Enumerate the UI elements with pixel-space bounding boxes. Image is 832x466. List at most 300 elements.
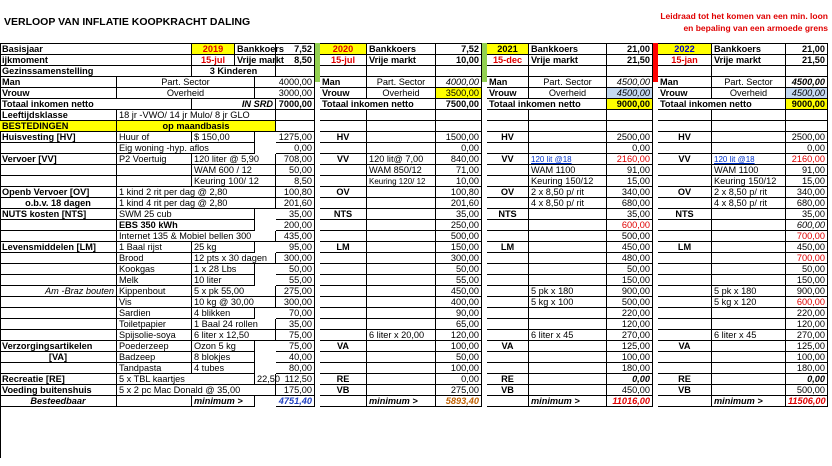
empty-cell[interactable] <box>658 165 712 176</box>
cell-r1-c9[interactable]: Vrije markt <box>529 55 607 66</box>
empty-cell[interactable] <box>117 165 192 176</box>
cell-r26-c2[interactable]: 6 liter x 12,50 <box>192 330 276 341</box>
cell-r29-c2[interactable]: 4 tubes <box>192 363 255 374</box>
cell-r10-c6[interactable]: 120 lit@ 7,00 <box>367 154 436 165</box>
empty-cell[interactable] <box>320 286 367 297</box>
cell-r2-c0[interactable]: Gezinssamenstelling <box>0 66 192 77</box>
cell-r10-c2[interactable]: 120 liter @ 5,90 <box>192 154 276 165</box>
cell-r15-c4[interactable]: 35,00 <box>276 209 315 220</box>
cell-r13-c10[interactable]: 340,00 <box>607 187 653 198</box>
empty-cell[interactable] <box>607 121 653 132</box>
cell-r18-c5[interactable]: LM <box>320 242 367 253</box>
cell-r26-c6[interactable]: 6 liter x 20,00 <box>367 330 436 341</box>
cell-r1-c6[interactable]: Vrije markt <box>367 55 436 66</box>
cell-r21-c1[interactable]: Melk <box>117 275 192 286</box>
empty-cell[interactable] <box>712 319 786 330</box>
empty-cell[interactable] <box>367 264 436 275</box>
cell-r5-c11[interactable]: Totaal inkomen netto <box>658 99 786 110</box>
empty-cell[interactable] <box>712 374 786 385</box>
cell-r26-c12[interactable]: 6 liter x 45 <box>712 330 786 341</box>
cell-r30-c11[interactable]: RE <box>658 374 712 385</box>
cell-r6-c1[interactable]: 18 jr -VWO/ 14 jr Mulo/ 8 jr GLO <box>117 110 276 121</box>
cell-r13-c13[interactable]: 340,00 <box>786 187 828 198</box>
cell-r26-c4[interactable]: 75,00 <box>276 330 315 341</box>
empty-cell[interactable] <box>367 198 436 209</box>
cell-r31-c0[interactable]: Voeding buitenshuis <box>0 385 117 396</box>
empty-cell[interactable] <box>0 319 117 330</box>
cell-r13-c11[interactable]: OV <box>658 187 712 198</box>
cell-r8-c11[interactable]: HV <box>658 132 712 143</box>
empty-cell[interactable] <box>658 308 712 319</box>
cell-r3-c12[interactable]: Part. Sector <box>712 77 786 88</box>
cell-r16-c1[interactable]: EBS 350 kWh <box>117 220 255 231</box>
empty-cell[interactable] <box>487 352 529 363</box>
cell-r19-c7[interactable]: 300,00 <box>436 253 482 264</box>
cell-r14-c0[interactable]: o.b.v. 18 dagen <box>0 198 117 209</box>
cell-r0-c3[interactable]: Bankkoers <box>237 44 284 54</box>
empty-cell[interactable] <box>0 165 117 176</box>
cell-r10-c0[interactable]: Vervoer [VV] <box>0 154 117 165</box>
empty-cell[interactable] <box>487 66 529 77</box>
cell-r10-c4[interactable]: 708,00 <box>276 154 315 165</box>
empty-cell[interactable] <box>487 396 529 407</box>
cell-r27-c11[interactable]: VA <box>658 341 712 352</box>
empty-cell[interactable] <box>786 121 828 132</box>
cell-r24-c4[interactable]: 70,00 <box>276 308 315 319</box>
cell-r31-c1[interactable]: 5 x 2 pc Mac Donald @ 35,00 <box>117 385 276 396</box>
cell-r20-c10[interactable]: 50,00 <box>607 264 653 275</box>
cell-r5-c13[interactable]: 9000,00 <box>786 99 828 110</box>
cell-r10-c11[interactable]: VV <box>658 154 712 165</box>
empty-cell[interactable] <box>658 220 712 231</box>
cell-r32-c10[interactable]: 11016,00 <box>607 396 653 407</box>
cell-r9-c13[interactable]: 0,00 <box>786 143 828 154</box>
cell-r0-c10[interactable]: 21,00 <box>607 44 653 55</box>
cell-r30-c13[interactable]: 0,00 <box>786 374 828 385</box>
cell-r14-c10[interactable]: 680,00 <box>607 198 653 209</box>
empty-cell[interactable] <box>367 341 436 352</box>
empty-cell[interactable] <box>487 286 529 297</box>
empty-cell[interactable] <box>367 121 436 132</box>
cell-r3-c7[interactable]: 4000,00 <box>436 77 482 88</box>
empty-cell[interactable] <box>658 264 712 275</box>
empty-cell[interactable] <box>712 308 786 319</box>
cell-r1-c10[interactable]: 21,50 <box>607 55 653 66</box>
empty-cell[interactable] <box>529 374 607 385</box>
empty-cell[interactable] <box>658 143 712 154</box>
cell-r32-c12[interactable]: minimum > <box>712 396 786 407</box>
empty-cell[interactable] <box>529 231 607 242</box>
empty-cell[interactable] <box>658 319 712 330</box>
cell-r4-c12[interactable]: Overheid <box>712 88 786 99</box>
cell-r10-c9[interactable]: 120 lit @18 <box>529 154 607 165</box>
empty-cell[interactable] <box>320 275 367 286</box>
cell-r18-c1[interactable]: 1 Baal rijst <box>117 242 192 253</box>
empty-cell[interactable] <box>712 209 786 220</box>
cell-r15-c8[interactable]: NTS <box>487 209 529 220</box>
empty-cell[interactable] <box>367 209 436 220</box>
empty-cell[interactable] <box>0 143 117 154</box>
cell-r22-c9[interactable]: 5 pk x 180 <box>529 286 607 297</box>
cell-r3-c1[interactable]: Part. Sector <box>117 77 255 88</box>
cell-r29-c10[interactable]: 180,00 <box>607 363 653 374</box>
cell-r32-c9[interactable]: minimum > <box>529 396 607 407</box>
empty-cell[interactable] <box>436 66 482 77</box>
empty-cell[interactable] <box>320 330 367 341</box>
empty-cell[interactable] <box>487 275 529 286</box>
cell-r27-c13[interactable]: 125,00 <box>786 341 828 352</box>
cell-r4-c10[interactable]: 4500,00 <box>607 88 653 99</box>
cell-r8-c1[interactable]: Huur of <box>117 132 192 143</box>
cell-r18-c2[interactable]: 25 kg <box>192 242 255 253</box>
cell-r17-c13[interactable]: 700,00 <box>786 231 828 242</box>
cell-r4-c3[interactable]: 3000,00 <box>255 88 315 99</box>
empty-cell[interactable] <box>658 66 712 77</box>
cell-r21-c10[interactable]: 150,00 <box>607 275 653 286</box>
cell-r11-c9[interactable]: WAM 1100 <box>529 165 607 176</box>
cell-r30-c7[interactable]: 0,00 <box>436 374 482 385</box>
empty-cell[interactable] <box>320 110 367 121</box>
cell-r4-c1[interactable]: Overheid <box>117 88 255 99</box>
cell-r5-c7[interactable]: 7500,00 <box>436 99 482 110</box>
empty-cell[interactable] <box>0 220 117 231</box>
cell-r1-c0[interactable]: ijkmoment <box>0 55 192 66</box>
cell-r20-c1[interactable]: Kookgas <box>117 264 192 275</box>
cell-r10-c12[interactable]: 120 lit @18 <box>712 154 786 165</box>
cell-r12-c9[interactable]: Keuring 150/12 <box>529 176 607 187</box>
cell-r27-c10[interactable]: 125,00 <box>607 341 653 352</box>
cell-r5-c10[interactable]: 9000,00 <box>607 99 653 110</box>
cell-r13-c9[interactable]: 2 x 8,50 p/ rit <box>529 187 607 198</box>
empty-cell[interactable] <box>320 143 367 154</box>
cell-r17-c4[interactable]: 435,00 <box>276 231 315 242</box>
cell-r0-c4[interactable]: 7,52 <box>276 44 315 55</box>
cell-r22-c7[interactable]: 450,00 <box>436 286 482 297</box>
cell-r4-c0[interactable]: Vrouw <box>0 88 117 99</box>
cell-r32-c4[interactable]: 4751,40 <box>276 396 315 407</box>
cell-r0-c5[interactable]: 2020 <box>320 44 367 55</box>
empty-cell[interactable] <box>320 253 367 264</box>
empty-cell[interactable] <box>367 187 436 198</box>
empty-cell[interactable] <box>529 264 607 275</box>
empty-cell[interactable] <box>712 385 786 396</box>
cell-r19-c2[interactable]: 12 pts x 30 dagen <box>192 253 276 264</box>
empty-cell[interactable] <box>712 352 786 363</box>
cell-r4-c13[interactable]: 4500,00 <box>786 88 828 99</box>
empty-cell[interactable] <box>0 308 117 319</box>
empty-cell[interactable] <box>276 66 315 77</box>
empty-cell[interactable] <box>658 396 712 407</box>
empty-cell[interactable] <box>367 242 436 253</box>
cell-r14-c9[interactable]: 4 x 8,50 p/ rit <box>529 198 607 209</box>
empty-cell[interactable] <box>487 220 529 231</box>
empty-cell[interactable] <box>712 264 786 275</box>
cell-r16-c10[interactable]: 600,00 <box>607 220 653 231</box>
empty-cell[interactable] <box>658 110 712 121</box>
cell-r15-c13[interactable]: 35,00 <box>786 209 828 220</box>
cell-r25-c2[interactable]: 1 Baal 24 rollen <box>192 319 276 330</box>
cell-r3-c10[interactable]: 4500,00 <box>607 77 653 88</box>
cell-r23-c12[interactable]: 5 kg x 120 <box>712 297 786 308</box>
empty-cell[interactable] <box>0 253 117 264</box>
empty-cell[interactable] <box>487 165 529 176</box>
cell-r12-c13[interactable]: 15,00 <box>786 176 828 187</box>
empty-cell[interactable] <box>712 66 786 77</box>
empty-cell[interactable] <box>658 286 712 297</box>
cell-r28-c2[interactable]: 8 blokjes <box>192 352 255 363</box>
empty-cell[interactable] <box>658 297 712 308</box>
cell-r9-c1[interactable]: Eig woning -hyp. aflos <box>117 143 255 154</box>
cell-r11-c4[interactable]: 50,00 <box>276 165 315 176</box>
cell-r19-c1[interactable]: Brood <box>117 253 192 264</box>
cell-r7-c1[interactable]: op maandbasis <box>117 121 276 132</box>
cell-r1-c11[interactable]: 15-jan <box>658 55 712 66</box>
empty-cell[interactable] <box>786 110 828 121</box>
cell-r31-c11[interactable]: VB <box>658 385 712 396</box>
empty-cell[interactable] <box>529 308 607 319</box>
cell-r19-c4[interactable]: 300,00 <box>276 253 315 264</box>
cell-r18-c13[interactable]: 450,00 <box>786 242 828 253</box>
cell-r9-c10[interactable]: 0,00 <box>607 143 653 154</box>
cell-r0-c0[interactable]: Basisjaar <box>0 44 192 55</box>
empty-cell[interactable] <box>658 275 712 286</box>
cell-r31-c5[interactable]: VB <box>320 385 367 396</box>
empty-cell[interactable] <box>367 352 436 363</box>
empty-cell[interactable] <box>487 363 529 374</box>
cell-r26-c7[interactable]: 120,00 <box>436 330 482 341</box>
cell-r5-c8[interactable]: Totaal inkomen netto <box>487 99 607 110</box>
cell-r11-c12[interactable]: WAM 1100 <box>712 165 786 176</box>
empty-cell[interactable] <box>487 110 529 121</box>
empty-cell[interactable] <box>0 231 117 242</box>
cell-r14-c1[interactable]: 1 kind 4 rit per dag @ 2,80 <box>117 198 276 209</box>
cell-r22-c2[interactable]: 5 x pk 55,00 <box>192 286 276 297</box>
empty-cell[interactable] <box>658 330 712 341</box>
cell-r26-c13[interactable]: 270,00 <box>786 330 828 341</box>
cell-r6-c0[interactable]: Leeftijdsklasse <box>0 110 117 121</box>
cell-r4-c7[interactable]: 3500,00 <box>436 88 482 99</box>
cell-r13-c8[interactable]: OV <box>487 187 529 198</box>
empty-cell[interactable] <box>529 352 607 363</box>
cell-r10-c5[interactable]: VV <box>320 154 367 165</box>
cell-r5-c5[interactable]: Totaal inkomen netto <box>320 99 436 110</box>
cell-r22-c12[interactable]: 5 pk x 180 <box>712 286 786 297</box>
cell-r1-c13[interactable]: 21,50 <box>786 55 828 66</box>
empty-cell[interactable] <box>487 330 529 341</box>
empty-cell[interactable] <box>436 121 482 132</box>
cell-r11-c6[interactable]: WAM 850/12 <box>367 165 436 176</box>
cell-r15-c1[interactable]: SWM 25 cub <box>117 209 255 220</box>
empty-cell[interactable] <box>712 231 786 242</box>
cell-r23-c1[interactable]: Vis <box>117 297 192 308</box>
cell-r15-c5[interactable]: NTS <box>320 209 367 220</box>
cell-r25-c7[interactable]: 65,00 <box>436 319 482 330</box>
empty-cell[interactable] <box>0 275 117 286</box>
cell-r18-c10[interactable]: 450,00 <box>607 242 653 253</box>
empty-cell[interactable] <box>712 242 786 253</box>
cell-r12-c12[interactable]: Keuring 150/12 <box>712 176 786 187</box>
cell-r12-c2[interactable]: Keuring 100/ 12 <box>192 176 276 187</box>
cell-r1-c5[interactable]: 15-jul <box>320 55 367 66</box>
cell-r16-c7[interactable]: 250,00 <box>436 220 482 231</box>
cell-r29-c4[interactable]: 80,00 <box>276 363 315 374</box>
empty-cell[interactable] <box>529 209 607 220</box>
cell-r16-c13[interactable]: 600,00 <box>786 220 828 231</box>
cell-r20-c4[interactable]: 50,00 <box>276 264 315 275</box>
cell-r23-c9[interactable]: 5 kg x 100 <box>529 297 607 308</box>
cell-r11-c13[interactable]: 91,00 <box>786 165 828 176</box>
empty-cell[interactable] <box>712 220 786 231</box>
cell-r8-c13[interactable]: 2500,00 <box>786 132 828 143</box>
empty-cell[interactable] <box>487 198 529 209</box>
cell-r28-c10[interactable]: 100,00 <box>607 352 653 363</box>
empty-cell[interactable] <box>487 121 529 132</box>
empty-cell[interactable] <box>320 264 367 275</box>
empty-cell[interactable] <box>658 363 712 374</box>
empty-cell[interactable] <box>529 132 607 143</box>
cell-r29-c7[interactable]: 100,00 <box>436 363 482 374</box>
cell-r21-c2[interactable]: 10 liter <box>192 275 255 286</box>
cell-r12-c4[interactable]: 8,50 <box>276 176 315 187</box>
cell-r12-c6[interactable]: Keuring 120/ 12 <box>367 176 436 187</box>
cell-r15-c11[interactable]: NTS <box>658 209 712 220</box>
cell-r9-c4[interactable]: 0,00 <box>276 143 315 154</box>
cell-r0-c8[interactable]: 2021 <box>487 44 529 55</box>
empty-cell[interactable] <box>320 231 367 242</box>
empty-cell[interactable] <box>529 341 607 352</box>
empty-cell[interactable] <box>367 363 436 374</box>
cell-r24-c10[interactable]: 220,00 <box>607 308 653 319</box>
cell-r5-c2[interactable]: IN SRD <box>192 99 276 110</box>
empty-cell[interactable] <box>367 66 436 77</box>
cell-r11-c7[interactable]: 71,00 <box>436 165 482 176</box>
cell-r8-c2[interactable]: $ 150,00 <box>192 132 255 143</box>
cell-r1-c3[interactable]: Vrije markt <box>237 55 284 65</box>
cell-r30-c0[interactable]: Recreatie [RE] <box>0 374 117 385</box>
empty-cell[interactable] <box>367 385 436 396</box>
empty-cell[interactable] <box>487 176 529 187</box>
empty-cell[interactable] <box>320 297 367 308</box>
cell-r13-c4[interactable]: 100,80 <box>276 187 315 198</box>
cell-r25-c1[interactable]: Toiletpapier <box>117 319 192 330</box>
cell-r17-c10[interactable]: 500,00 <box>607 231 653 242</box>
cell-r28-c0[interactable]: [VA] <box>0 352 117 363</box>
empty-cell[interactable] <box>487 319 529 330</box>
cell-r26-c10[interactable]: 270,00 <box>607 330 653 341</box>
empty-cell[interactable] <box>487 143 529 154</box>
cell-r18-c11[interactable]: LM <box>658 242 712 253</box>
cell-r21-c13[interactable]: 150,00 <box>786 275 828 286</box>
cell-r19-c10[interactable]: 480,00 <box>607 253 653 264</box>
empty-cell[interactable] <box>712 121 786 132</box>
cell-r30-c10[interactable]: 0,00 <box>607 374 653 385</box>
empty-cell[interactable] <box>320 220 367 231</box>
empty-cell[interactable] <box>658 198 712 209</box>
empty-cell[interactable] <box>529 110 607 121</box>
cell-r14-c4[interactable]: 201,60 <box>276 198 315 209</box>
cell-r18-c8[interactable]: LM <box>487 242 529 253</box>
cell-r18-c0[interactable]: Levensmiddelen [LM] <box>0 242 117 253</box>
empty-cell[interactable] <box>117 176 192 187</box>
cell-r27-c0[interactable]: Verzorgingsartikelen <box>0 341 117 352</box>
cell-r10-c8[interactable]: VV <box>487 154 529 165</box>
empty-cell[interactable] <box>487 253 529 264</box>
cell-r28-c4[interactable]: 40,00 <box>276 352 315 363</box>
cell-r24-c7[interactable]: 90,00 <box>436 308 482 319</box>
cell-r1-c12[interactable]: Vrije markt <box>712 55 786 66</box>
cell-r30-c3[interactable]: 22,50 <box>257 374 280 384</box>
cell-r18-c7[interactable]: 150,00 <box>436 242 482 253</box>
empty-cell[interactable] <box>320 121 367 132</box>
cell-r3-c0[interactable]: Man <box>0 77 117 88</box>
empty-cell[interactable] <box>367 220 436 231</box>
cell-r0-c6[interactable]: Bankkoers <box>367 44 436 55</box>
cell-r3-c5[interactable]: Man <box>320 77 367 88</box>
cell-r12-c10[interactable]: 15,00 <box>607 176 653 187</box>
cell-r25-c4[interactable]: 35,00 <box>276 319 315 330</box>
cell-r1-c7[interactable]: 10,00 <box>436 55 482 66</box>
cell-r0-c7[interactable]: 7,52 <box>436 44 482 55</box>
cell-r0-c11[interactable]: 2022 <box>658 44 712 55</box>
cell-r10-c13[interactable]: 2160,00 <box>786 154 828 165</box>
cell-r8-c0[interactable]: Huisvesting [HV] <box>0 132 117 143</box>
cell-r22-c10[interactable]: 900,00 <box>607 286 653 297</box>
cell-r8-c8[interactable]: HV <box>487 132 529 143</box>
cell-r13-c0[interactable]: Openb Vervoer [OV] <box>0 187 117 198</box>
empty-cell[interactable] <box>487 297 529 308</box>
cell-r19-c13[interactable]: 700,00 <box>786 253 828 264</box>
empty-cell[interactable] <box>367 319 436 330</box>
cell-r28-c7[interactable]: 50,00 <box>436 352 482 363</box>
empty-cell[interactable] <box>529 242 607 253</box>
empty-cell[interactable] <box>0 264 117 275</box>
empty-cell[interactable] <box>712 275 786 286</box>
cell-r31-c4[interactable]: 175,00 <box>276 385 315 396</box>
cell-r5-c4[interactable]: 7000,00 <box>276 99 315 110</box>
empty-cell[interactable] <box>367 253 436 264</box>
cell-r27-c1[interactable]: Poederzeep <box>117 341 192 352</box>
empty-cell[interactable] <box>367 275 436 286</box>
empty-cell[interactable] <box>320 319 367 330</box>
cell-r14-c12[interactable]: 4 x 8,50 p/ rit <box>712 198 786 209</box>
cell-r9-c7[interactable]: 0,00 <box>436 143 482 154</box>
empty-cell[interactable] <box>712 363 786 374</box>
empty-cell[interactable] <box>367 286 436 297</box>
cell-r30-c1[interactable]: 5 x TBL kaartjes <box>117 374 255 385</box>
cell-r1-c2[interactable]: 15-jul <box>192 55 235 66</box>
cell-r27-c2[interactable]: Ozon 5 kg <box>192 341 255 352</box>
empty-cell[interactable] <box>658 231 712 242</box>
empty-cell[interactable] <box>0 297 117 308</box>
cell-r32-c7[interactable]: 5893,40 <box>436 396 482 407</box>
empty-cell[interactable] <box>487 308 529 319</box>
cell-r27-c5[interactable]: VA <box>320 341 367 352</box>
empty-cell[interactable] <box>320 66 367 77</box>
cell-r0-c13[interactable]: 21,00 <box>786 44 828 55</box>
empty-cell[interactable] <box>658 176 712 187</box>
empty-cell[interactable] <box>658 352 712 363</box>
cell-r31-c7[interactable]: 275,00 <box>436 385 482 396</box>
cell-r4-c8[interactable]: Vrouw <box>487 88 529 99</box>
cell-r0-c12[interactable]: Bankkoers <box>712 44 786 55</box>
empty-cell[interactable] <box>529 121 607 132</box>
empty-cell[interactable] <box>320 176 367 187</box>
empty-cell[interactable] <box>436 110 482 121</box>
empty-cell[interactable] <box>367 143 436 154</box>
cell-r23-c7[interactable]: 400,00 <box>436 297 482 308</box>
cell-r31-c10[interactable]: 450,00 <box>607 385 653 396</box>
empty-cell[interactable] <box>320 308 367 319</box>
